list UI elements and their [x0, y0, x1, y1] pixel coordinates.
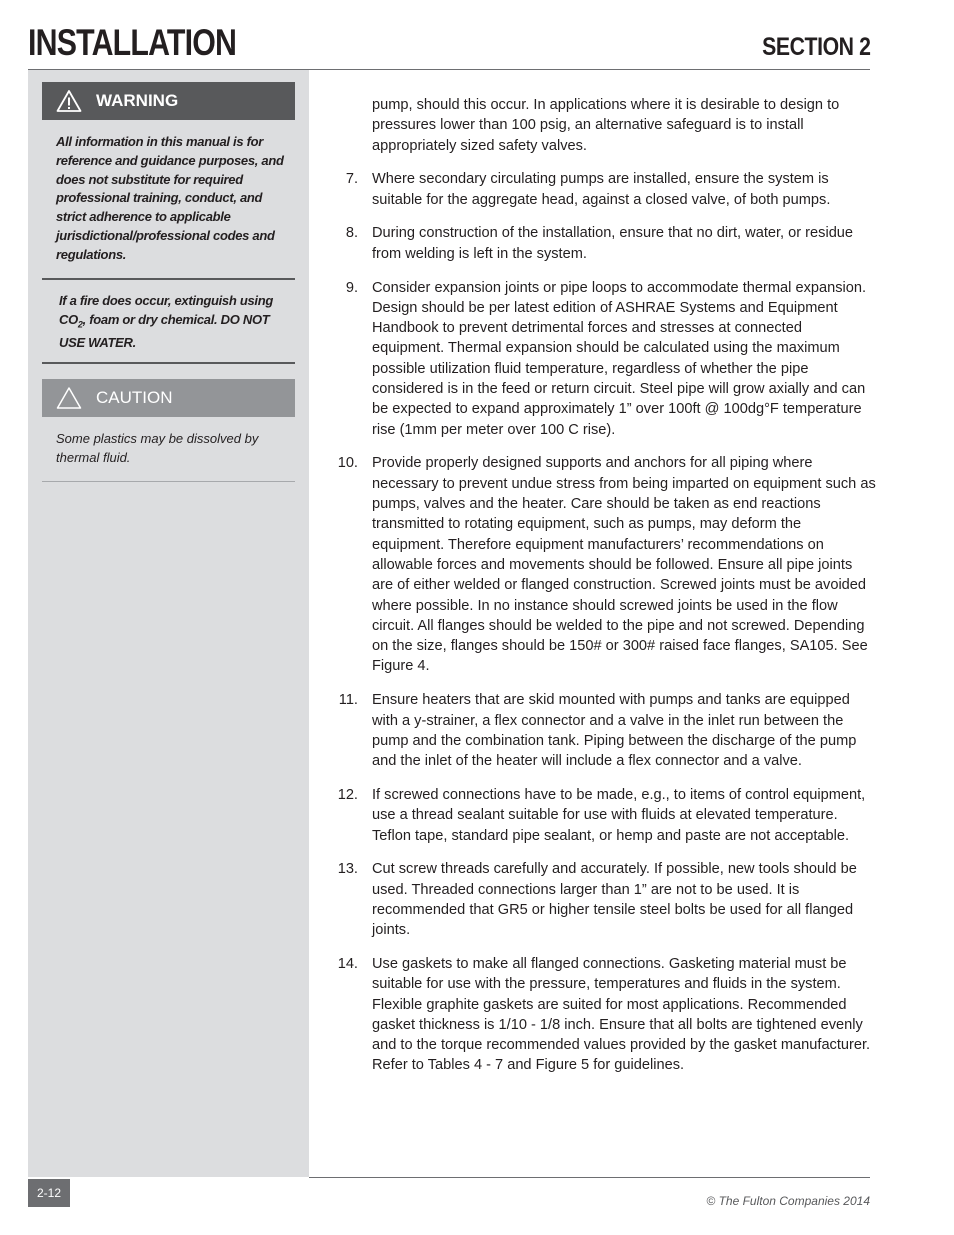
footer-divider [309, 1177, 870, 1178]
fire-divider [42, 362, 295, 364]
section-label: SECTION 2 [761, 33, 870, 61]
list-item-text: Cut screw threads carefully and accurately. If possible, new tools should be used. Threaded connections larger than 1” are not to be used. It is recommended that GR5 or higher tensile steel bolts be used for all flanged joints. [372, 861, 857, 939]
list-item [336, 859, 876, 940]
list-item-text: Use gaskets to make all flanged connections. Gasketing material must be suitable for use with the pressure, temperatures and fluids in the system. Flexible graphite gaskets are suited for most applications. Recommended gasket thickness is 1/10 - 1/8 inch. Ensure that all bolts are tightened evenly and to the torque recommended values provided by the gasket manufacturer. Refer to Tables 4 - 7 and Figure 5 for guidelines. [372, 955, 871, 1074]
list-item-text: During construction of the installation, ensure that no dirt, water, or residue from welding is left in the system. [372, 225, 854, 262]
warning-banner [42, 82, 295, 120]
list-item [336, 223, 876, 264]
list-item-number: 13. [337, 861, 358, 878]
list-item [336, 453, 876, 676]
list-item-text: Ensure heaters that are skid mounted with pumps and tanks are equipped with a y-strainer, a flex connector and a valve in the inlet run between the pump and the combination tank. Piping between the discharge of the pump and the inlet of the heater will include a flex connector and a valve. [372, 692, 857, 770]
caution-label: CAUTION [96, 388, 173, 407]
warning-text: All information in this manual is for reference and guidance purposes, and does not substitute for required professional training, conduct, and strict adherence to applicable jurisdictional/professional codes and regulations. [56, 134, 284, 262]
list-item [336, 954, 876, 1076]
continuation-paragraph: pump, should this occur. In applications where it is desirable to design to pressures lower than 100 psig, an alternative safeguard is to install appropriately sized safety valves. [372, 97, 840, 154]
list-item-number: 11. [338, 692, 358, 709]
list-item-number: 14. [337, 955, 358, 972]
copyright-notice: © The Fulton Companies 2014 [706, 1194, 870, 1208]
page-title: INSTALLATION [28, 22, 237, 63]
list-item-number: 7. [345, 171, 358, 188]
list-item-text: Provide properly designed supports and anchors for all piping where necessary to prevent undue stress from being imparted on equipment such as pumps, valves and the heater. Care should be taken as end reactions transmitted to rotating equipment, such as pumps, may deform the equipment. Therefore equipment manufacturers’ recommendations on allowable forces and movements should be followed. Ensure all pipe joints are of either welded or flanged construction. Screwed joints must be avoided where possible. In no instance should screwed joints be used in the flow circuit. All flanges should be welded to the pipe and not screwed. Depending on the size, flanges should be 150# or 300# raised face flanges, SA105. See Figure 4. [372, 455, 876, 675]
warning-label: WARNING [96, 91, 179, 110]
list-item-number: 9. [345, 279, 358, 296]
caution-text: Some plastics may be dissolved by thermal fluid. [56, 431, 259, 465]
list-item [336, 690, 876, 771]
list-item [336, 278, 876, 440]
warning-triangle-icon [56, 89, 82, 113]
main-content [336, 95, 876, 1076]
list-item-text: If screwed connections have to be made, e.g., to items of control equipment, use a thread sealant suitable for use with fluids at elevated temperature. Teflon tape, standard pipe sealant, or hemp and paste are not acceptable. [372, 786, 866, 844]
list-item-number: 10. [337, 455, 358, 472]
list-item-text: Consider expansion joints or pipe loops to accommodate thermal expansion. Design should be per latest edition of ASHRAE Systems and Equipment Handbook to prevent detrimental forces and stresses at connected equipment. Thermal expansion should be calculated using the maximum possible utilization fluid temperature, regardless of whether the pipe considered is in the feed or return circuit. Steel pipe will grow axially and can be expected to expand approximately 1” over 100ft @ 100dg°F temperature rise (1mm per meter over 100 C rise). [372, 279, 867, 438]
warning-divider [42, 278, 295, 280]
caution-banner [42, 379, 295, 417]
caution-divider [42, 481, 295, 482]
list-item [336, 169, 876, 210]
list-item [336, 785, 876, 846]
fire-warning-text: If a fire does occur, extinguish using $CO_2$, foam or dry chemical. DO NOT USE WATER. [59, 293, 273, 351]
numbered-list [336, 169, 876, 1075]
page-number: 2-12 [28, 1179, 70, 1207]
list-item-number: 8. [345, 225, 358, 242]
list-item-number: 12. [337, 786, 358, 803]
list-item-text: Where secondary circulating pumps are installed, ensure the system is suitable for the aggregate head, against a closed valve, of both pumps. [372, 171, 831, 208]
caution-triangle-icon [56, 386, 82, 410]
